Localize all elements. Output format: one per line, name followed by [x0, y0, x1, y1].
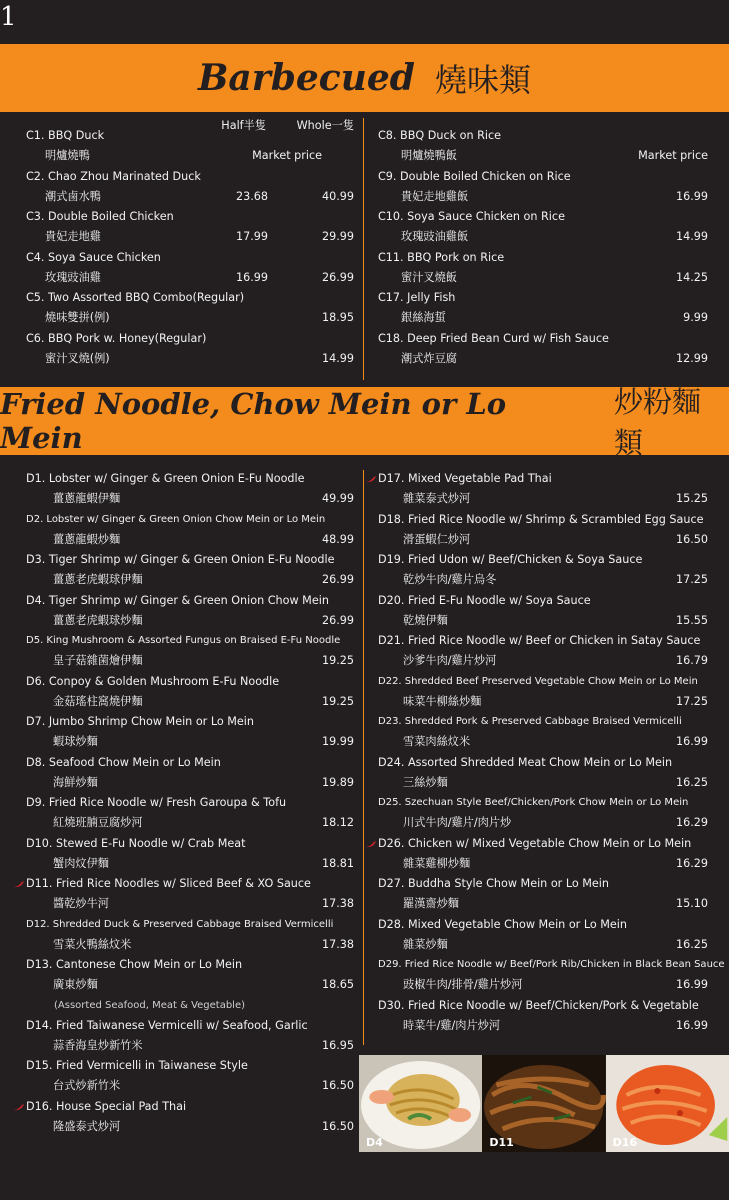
menu-item-detail — [26, 308, 354, 328]
item-name: D7. Jumbo Shrimp Chow Mein or Lo Mein — [26, 715, 255, 728]
item-price: 19.89 — [321, 775, 354, 789]
half-price: 17.99 — [235, 230, 268, 243]
item-price: 16.79 — [675, 654, 708, 667]
menu-item-detail — [378, 854, 708, 874]
item-name: D29. Fried Rice Noodle w/ Beef/Pork Rib/Chicken in Black Bean Sauce — [378, 959, 725, 970]
item-price: 16.29 — [675, 816, 708, 829]
menu-item-detail — [26, 227, 354, 247]
page-number: 1 — [0, 2, 17, 32]
menu-item — [378, 329, 708, 349]
item-price: 12.99 — [675, 351, 708, 365]
menu-item — [378, 955, 725, 975]
barbecued-title: Barbecued — [198, 57, 415, 99]
menu-item — [378, 915, 708, 935]
menu-item-detail — [26, 692, 354, 712]
menu-item-detail — [26, 651, 354, 671]
menu-item-detail — [378, 308, 708, 328]
item-price: 26.99 — [321, 613, 354, 627]
market-price: Market price — [252, 149, 322, 162]
menu-item-detail — [378, 570, 708, 590]
item-chinese-name: 川式牛肉/雞片/肉片炒 — [403, 816, 512, 829]
menu-item — [26, 469, 354, 489]
menu-item-detail — [378, 651, 708, 671]
item-name: D20. Fried E-Fu Noodle w/ Soya Sauce — [378, 593, 591, 607]
item-name: C5. Two Assorted BBQ Combo(Regular) — [26, 291, 245, 304]
menu-item-detail — [378, 692, 708, 712]
item-name: D9. Fried Rice Noodle w/ Fresh Garoupa & Tofu — [26, 796, 287, 809]
item-name: D5. King Mushroom & Assorted Fungus on Braised E-Fu Noodle — [26, 635, 341, 646]
item-name: D24. Assorted Shredded Meat Chow Mein or Lo Mein — [378, 755, 673, 769]
menu-item-detail — [26, 813, 354, 833]
menu-item — [378, 996, 708, 1016]
item-chinese-name: 薑蔥老虎蝦球伊麵 — [53, 573, 143, 586]
item-chinese-name: 羅漢齋炒麵 — [403, 897, 459, 910]
menu-item-detail — [26, 268, 354, 288]
item-name: D19. Fried Udon w/ Beef/Chicken & Soya Sauce — [378, 553, 643, 566]
menu-item-detail — [26, 530, 354, 550]
menu-item — [378, 591, 708, 611]
menu-item-detail — [378, 894, 708, 914]
item-name: D2. Lobster w/ Ginger & Green Onion Chow Mein or Lo Mein — [26, 513, 326, 525]
noodle-left-column — [26, 469, 354, 1144]
chili-pepper-icon — [14, 1104, 24, 1111]
item-price: 19.25 — [321, 654, 354, 667]
item-price: 19.25 — [321, 694, 354, 708]
menu-item — [26, 248, 354, 268]
item-name: D21. Fried Rice Noodle w/ Beef or Chicken in Satay Sauce — [378, 634, 701, 647]
menu-item-detail — [378, 530, 708, 550]
menu-item — [26, 793, 354, 813]
menu-item — [26, 329, 354, 349]
item-note: (Assorted Seafood, Meat & Vegetable) — [54, 999, 246, 1011]
menu-item-detail — [26, 935, 354, 955]
menu-item-detail — [26, 894, 354, 914]
item-chinese-name: 玫瑰豉油雞 — [45, 270, 101, 284]
menu-item — [378, 126, 708, 146]
item-chinese-name: 皇子菇雜菌燴伊麵 — [53, 654, 143, 667]
photo-d11 — [482, 1055, 605, 1152]
item-chinese-name: 乾炒牛肉/雞片烏冬 — [403, 573, 497, 586]
menu-item — [26, 631, 354, 651]
item-name: D6. Conpoy & Golden Mushroom E-Fu Noodle — [26, 674, 280, 688]
item-chinese-name: 台式炒新竹米 — [53, 1079, 121, 1093]
item-chinese-name: 明爐燒鴨飯 — [401, 149, 457, 162]
item-chinese-name: 隆盛泰式炒河 — [53, 1119, 121, 1133]
menu-item-detail — [378, 813, 708, 833]
menu-item-detail — [378, 146, 708, 166]
menu-item-detail — [26, 773, 354, 793]
item-price: 15.25 — [675, 492, 708, 505]
menu-item — [378, 550, 708, 570]
menu-item — [26, 167, 354, 187]
half-price: 16.99 — [235, 270, 268, 284]
item-chinese-name: 金菇瑤柱窩燒伊麵 — [53, 694, 143, 708]
item-name: C3. Double Boiled Chicken — [26, 210, 174, 223]
item-name: C9. Double Boiled Chicken on Rice — [378, 169, 571, 183]
item-price: 17.38 — [321, 897, 354, 910]
item-name: C10. Soya Sauce Chicken on Rice — [378, 210, 565, 223]
item-name: C4. Soya Sauce Chicken — [26, 250, 161, 264]
whole-price: 18.95 — [321, 311, 354, 324]
item-price: 16.50 — [321, 1079, 354, 1093]
item-name: D28. Mixed Vegetable Chow Mein or Lo Mein — [378, 917, 627, 931]
item-chinese-name: 明爐燒鴨 — [45, 149, 90, 162]
item-name: D16. House Special Pad Thai — [26, 1099, 187, 1113]
divider — [363, 470, 364, 1045]
item-name: C18. Deep Fried Bean Curd w/ Fish Sauce — [378, 331, 609, 345]
item-name: D12. Shredded Duck & Preserved Cabbage Braised Vermicelli — [26, 918, 334, 930]
menu-item-detail — [378, 935, 708, 955]
menu-item-detail — [378, 187, 708, 207]
whole-price: 26.99 — [321, 270, 354, 284]
menu-item — [26, 874, 354, 894]
half-price: 23.68 — [235, 189, 268, 203]
menu-item — [378, 712, 708, 732]
barbecued-title-zh: 燒味類 — [434, 61, 531, 99]
item-price: 14.25 — [675, 270, 708, 284]
item-name: D1. Lobster w/ Ginger & Green Onion E-Fu Noodle — [26, 472, 305, 485]
menu-item-detail — [26, 854, 354, 874]
chili-pepper-icon — [366, 476, 376, 483]
item-price: 49.99 — [321, 492, 354, 505]
item-name: D8. Seafood Chow Mein or Lo Mein — [26, 755, 221, 769]
item-name: D23. Shredded Pork & Preserved Cabbage Braised Vermicelli — [378, 716, 682, 727]
item-chinese-name: 雪菜肉絲炆米 — [403, 735, 471, 748]
menu-item-detail — [378, 349, 708, 369]
item-price: 15.10 — [675, 897, 708, 910]
menu-item — [26, 1016, 354, 1036]
menu-item-detail — [26, 187, 354, 207]
whole-header: Whole一隻 — [296, 119, 354, 132]
menu-item-detail — [26, 1076, 354, 1096]
item-name: C2. Chao Zhou Marinated Duck — [26, 169, 201, 183]
menu-item-detail — [378, 489, 708, 509]
photo-label: D4 — [366, 1136, 383, 1149]
item-name: C11. BBQ Pork on Rice — [378, 250, 505, 264]
item-price: 18.12 — [321, 816, 354, 829]
item-chinese-name: 蝦球炒麵 — [53, 735, 98, 748]
menu-item — [26, 591, 354, 611]
item-price: 17.25 — [675, 694, 708, 708]
item-chinese-name: 蒜香海皇炒新竹米 — [53, 1038, 143, 1052]
item-price: 17.25 — [675, 573, 708, 586]
item-name: D4. Tiger Shrimp w/ Ginger & Green Onion Chow Mein — [26, 593, 329, 607]
menu-item-detail — [26, 570, 354, 590]
photo-d16 — [606, 1055, 729, 1152]
menu-item-detail — [378, 975, 708, 995]
dish-photos — [359, 1055, 729, 1152]
menu-item — [26, 510, 354, 530]
item-name: D17. Mixed Vegetable Pad Thai — [378, 472, 552, 485]
item-price: 16.29 — [675, 856, 708, 870]
item-name: D14. Fried Taiwanese Vermicelli w/ Seafood, Garlic — [26, 1018, 308, 1032]
whole-price: 29.99 — [321, 230, 354, 243]
menu-item-detail — [26, 489, 354, 509]
item-name: D18. Fried Rice Noodle w/ Shrimp & Scrambled Egg Sauce — [378, 512, 704, 526]
item-price: 18.65 — [321, 978, 354, 991]
item-chinese-name: 雪菜火鴨絲炆米 — [53, 937, 132, 951]
item-name: D3. Tiger Shrimp w/ Ginger & Green Onion E-Fu Noodle — [26, 553, 335, 566]
item-chinese-name: 貴妃走地雞 — [45, 230, 101, 243]
menu-item-detail — [378, 732, 708, 752]
item-name: D15. Fried Vermicelli in Taiwanese Style — [26, 1059, 248, 1073]
item-name: D11. Fried Rice Noodles w/ Sliced Beef & XO Sauce — [26, 877, 311, 890]
item-price: 14.99 — [675, 230, 708, 243]
menu-item — [26, 672, 354, 692]
divider — [363, 118, 364, 380]
item-name: D10. Stewed E-Fu Noodle w/ Crab Meat — [26, 836, 246, 850]
item-price: 48.99 — [321, 532, 354, 546]
item-chinese-name: 蜜汁叉燒(例) — [45, 351, 110, 365]
menu-item-detail — [378, 1016, 708, 1036]
menu-item — [26, 550, 354, 570]
whole-price: 40.99 — [321, 189, 354, 203]
item-chinese-name: 薑蔥龍蝦伊麵 — [53, 492, 121, 505]
menu-item-note — [26, 996, 354, 1016]
menu-item — [378, 631, 708, 651]
item-price: 15.55 — [675, 613, 708, 627]
menu-item — [378, 793, 708, 813]
item-name: D27. Buddha Style Chow Mein or Lo Mein — [378, 877, 610, 890]
noodle-title: Fried Noodle, Chow Mein or Lo Mein — [0, 387, 507, 455]
item-chinese-name: 薑蔥龍蝦炒麵 — [53, 532, 121, 546]
item-name: C6. BBQ Pork w. Honey(Regular) — [26, 331, 207, 345]
item-price: 16.99 — [675, 978, 708, 991]
barbecued-right-column — [378, 126, 708, 376]
menu-item — [26, 207, 354, 227]
item-price: 17.38 — [321, 937, 354, 951]
menu-item — [26, 126, 354, 146]
menu-item-detail — [26, 1036, 354, 1056]
item-chinese-name: 貴妃走地雞飯 — [401, 189, 469, 203]
barbecued-banner — [0, 44, 729, 112]
item-chinese-name: 滑蛋蝦仁炒河 — [403, 532, 471, 546]
item-chinese-name: 紅燒班腩豆腐炒河 — [53, 816, 143, 829]
menu-item — [378, 510, 708, 530]
menu-item-detail — [26, 146, 354, 166]
half-header: Half半隻 — [221, 119, 266, 132]
item-name: D30. Fried Rice Noodle w/ Beef/Chicken/Pork & Vegetable — [378, 998, 699, 1012]
item-name: D22. Shredded Beef Preserved Vegetable Chow Mein or Lo Mein — [378, 675, 698, 687]
item-price: 16.25 — [675, 775, 708, 789]
item-chinese-name: 廣東炒麵 — [53, 978, 98, 991]
noodle-banner — [0, 385, 729, 460]
item-price: 16.99 — [675, 1018, 708, 1032]
item-chinese-name: 玫瑰豉油雞飯 — [401, 230, 469, 243]
menu-item — [26, 834, 354, 854]
item-chinese-name: 薑蔥老虎蝦球炒麵 — [53, 613, 143, 627]
item-name: C17. Jelly Fish — [378, 291, 456, 304]
menu-item — [378, 469, 708, 489]
item-chinese-name: 乾燒伊麵 — [403, 613, 448, 627]
item-chinese-name: 三絲炒麵 — [403, 775, 448, 789]
item-price: 16.99 — [675, 189, 708, 203]
menu-item — [26, 288, 354, 308]
photo-label: D16 — [612, 1136, 638, 1149]
item-name: D25. Szechuan Style Beef/Chicken/Pork Chow Mein or Lo Mein — [378, 797, 689, 808]
item-chinese-name: 雜菜雞柳炒麵 — [403, 856, 471, 870]
item-chinese-name: 潮式炸豆腐 — [401, 351, 457, 365]
menu-item — [26, 955, 354, 975]
item-price: 16.50 — [675, 532, 708, 546]
menu-item-detail — [378, 611, 708, 631]
menu-item — [378, 874, 708, 894]
item-price: 16.99 — [675, 735, 708, 748]
menu-item-detail — [26, 349, 354, 369]
item-chinese-name: 潮式鹵水鴨 — [45, 189, 101, 203]
chili-pepper-icon — [366, 841, 376, 848]
photo-label: D11 — [489, 1136, 514, 1149]
item-chinese-name: 沙爹牛肉/雞片炒河 — [403, 654, 497, 667]
menu-item — [378, 753, 708, 773]
menu-item — [26, 712, 354, 732]
menu-item-detail — [26, 611, 354, 631]
item-price: 16.95 — [321, 1038, 354, 1052]
menu-item-detail — [378, 773, 708, 793]
item-chinese-name: 雜菜炒麵 — [403, 937, 448, 951]
item-name: C1. BBQ Duck — [26, 129, 105, 142]
item-chinese-name: 海鮮炒麵 — [53, 775, 98, 789]
menu-item — [378, 207, 708, 227]
photo-d4 — [359, 1055, 482, 1152]
item-chinese-name: 蟹肉炆伊麵 — [53, 856, 109, 870]
item-chinese-name: 醬乾炒牛河 — [53, 897, 109, 910]
item-chinese-name: 味菜牛柳絲炒麵 — [403, 694, 482, 708]
menu-item — [26, 753, 354, 773]
menu-item — [378, 834, 708, 854]
menu-item — [378, 167, 708, 187]
menu-item-detail — [26, 975, 354, 995]
item-chinese-name: 時菜牛/雞/肉片炒河 — [403, 1018, 501, 1032]
item-chinese-name: 蜜汁叉燒飯 — [401, 270, 457, 284]
menu-item-detail — [378, 268, 708, 288]
item-price: 9.99 — [683, 311, 708, 324]
barbecued-left-column — [26, 116, 354, 376]
menu-item — [378, 288, 708, 308]
menu-item — [26, 1056, 354, 1076]
menu-item — [378, 248, 708, 268]
item-name: C8. BBQ Duck on Rice — [378, 129, 502, 142]
item-price: 26.99 — [321, 573, 354, 586]
menu-item — [378, 672, 708, 692]
item-price: 18.81 — [321, 856, 354, 870]
menu-item — [26, 1097, 354, 1117]
item-name: D26. Chicken w/ Mixed Vegetable Chow Mein or Lo Mein — [378, 836, 692, 850]
item-chinese-name: 雜菜泰式炒河 — [403, 492, 471, 505]
menu-item-detail — [378, 227, 708, 247]
item-price: 19.99 — [321, 735, 354, 748]
noodle-title-zh: 炒粉麵類 — [613, 385, 701, 460]
chili-pepper-icon — [14, 881, 24, 888]
noodle-right-column — [378, 469, 725, 1039]
item-price: 16.50 — [321, 1119, 354, 1133]
menu-item-detail — [26, 732, 354, 752]
whole-price: 14.99 — [321, 351, 354, 365]
menu-item — [26, 915, 354, 935]
item-chinese-name: 燒味雙拼(例) — [45, 311, 110, 324]
item-price: Market price — [638, 149, 708, 162]
item-price: 16.25 — [675, 937, 708, 951]
item-name: D13. Cantonese Chow Mein or Lo Mein — [26, 958, 243, 971]
item-chinese-name: 銀絲海蜇 — [401, 311, 446, 324]
menu-item-detail — [26, 1117, 354, 1137]
item-chinese-name: 豉椒牛肉/排骨/雞片炒河 — [403, 978, 523, 991]
